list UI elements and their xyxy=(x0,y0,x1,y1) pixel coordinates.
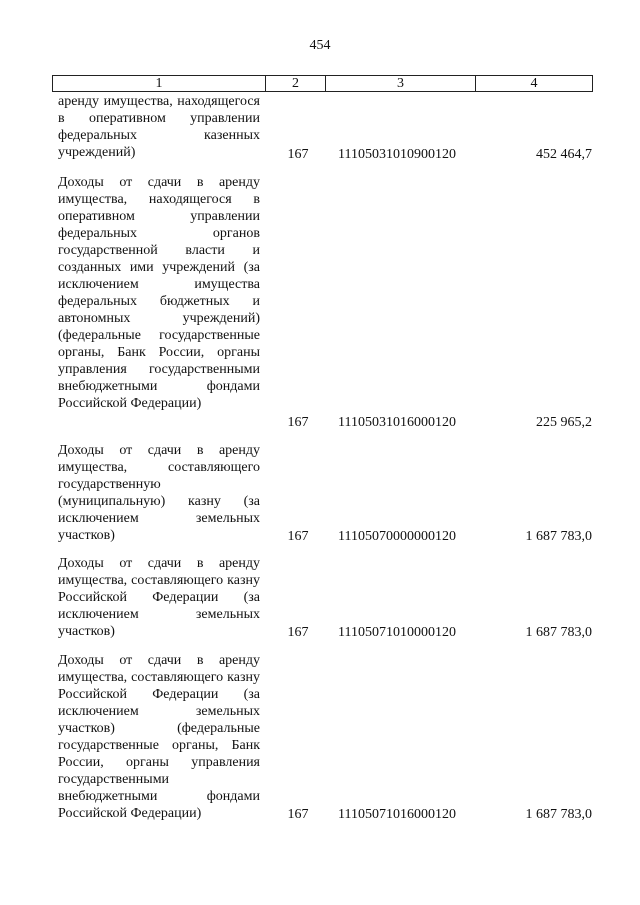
row-kbk: 11105070000000120 xyxy=(338,529,456,544)
row-code: 167 xyxy=(287,529,309,544)
header-col-3: 3 xyxy=(325,76,475,91)
row-kbk: 11105071016000120 xyxy=(338,807,456,822)
row-kbk: 11105031010900120 xyxy=(338,147,456,162)
page-number: 454 xyxy=(309,38,331,53)
row-description: аренду имущества, находящегося в оперативном управлении федеральных казенных учреждений) xyxy=(58,94,260,160)
row-amount: 452 464,7 xyxy=(536,147,592,162)
row-amount: 1 687 783,0 xyxy=(525,625,592,640)
header-col-2: 2 xyxy=(265,76,325,91)
row-description: Доходы от сдачи в аренду имущества, составляющего казну Российской Федерации (за исключением земельных участков) xyxy=(58,556,260,639)
row-amount: 225 965,2 xyxy=(536,415,592,430)
row-description: Доходы от сдачи в аренду имущества, составляющего государственную (муниципальную) казну (за исключением земельных участков) xyxy=(58,443,260,543)
table-header-row xyxy=(52,75,593,92)
table-row xyxy=(52,442,593,546)
row-kbk: 11105031016000120 xyxy=(338,415,456,430)
table-row xyxy=(52,555,593,643)
table-row xyxy=(52,652,593,832)
header-col-4: 4 xyxy=(475,76,592,91)
row-code: 167 xyxy=(287,807,309,822)
table-row xyxy=(52,93,593,163)
row-description: Доходы от сдачи в аренду имущества, находящегося в оперативном управлении федеральных органов государственной власти и созданных ими учреждений (за исключением имущества федеральных бюджетных и автономных учреждений) (федеральные государственные органы, Банк России, органы управления государственными внебюджетными фондами Российской Федерации) xyxy=(58,175,260,411)
row-description: Доходы от сдачи в аренду имущества, составляющего казну Российской Федерации (за исключением земельных участков) (федеральные государственные органы, Банк России, органы управления государственными внебюджетными фондами Российской Федерации) xyxy=(58,653,260,821)
row-code: 167 xyxy=(287,415,309,430)
row-code: 167 xyxy=(287,625,309,640)
row-amount: 1 687 783,0 xyxy=(525,529,592,544)
row-kbk: 11105071010000120 xyxy=(338,625,456,640)
row-code: 167 xyxy=(287,147,309,162)
row-amount: 1 687 783,0 xyxy=(525,807,592,822)
table-row xyxy=(52,174,593,432)
header-col-1: 1 xyxy=(155,76,163,91)
